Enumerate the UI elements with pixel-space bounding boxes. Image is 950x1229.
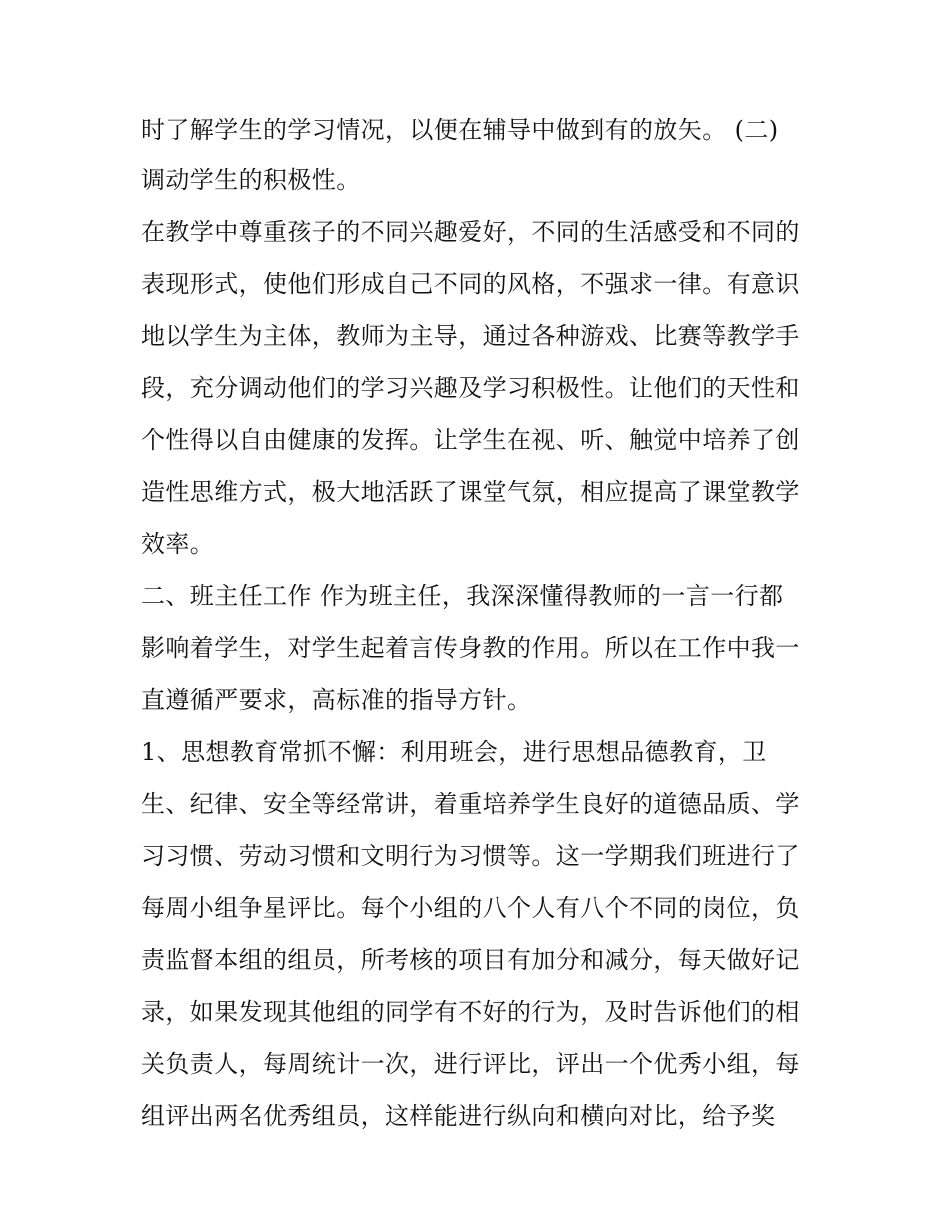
text-line: 影响着学生，对学生起着言传身教的作用。所以在工作中我一 (141, 634, 800, 662)
text-line: 录，如果发现其他组的同学有不好的行为，及时告诉他们的相 (141, 998, 800, 1026)
text-line: 个性得以自由健康的发挥。让学生在视、听、触觉中培养了创 (141, 426, 800, 454)
text-line: 责监督本组的组员，所考核的项目有加分和减分，每天做好记 (141, 946, 800, 974)
text-line: 1、思想教育常抓不懈：利用班会，进行思想品德教育，卫 (141, 738, 767, 766)
text-line: 关负责人，每周统计一次，进行评比，评出一个优秀小组，每 (141, 1050, 800, 1078)
text-line: 二、班主任工作 作为班主任，我深深懂得教师的一言一行都 (141, 582, 784, 610)
text-line: 造性思维方式，极大地活跃了课堂气氛，相应提高了课堂教学 (141, 478, 800, 506)
body-text (141, 110, 821, 1148)
text-line: 表现形式，使他们形成自己不同的风格，不强求一律。有意识 (141, 270, 800, 298)
text-line: 组评出两名优秀组员，这样能进行纵向和横向对比，给予奖 (141, 1102, 776, 1130)
text-line: 在教学中尊重孩子的不同兴趣爱好，不同的生活感受和不同的 (141, 218, 800, 246)
text-line: 段，充分调动他们的学习兴趣及学习积极性。让他们的天性和 (141, 374, 800, 402)
text-line: 地以学生为主体，教师为主导，通过各种游戏、比赛等教学手 (141, 322, 800, 350)
text-line: 习习惯、劳动习惯和文明行为习惯等。这一学期我们班进行了 (141, 842, 800, 870)
text-line: 时了解学生的学习情况，以便在辅导中做到有的放矢。 (二) (141, 116, 779, 144)
text-line: 生、纪律、安全等经常讲，着重培养学生良好的道德品质、学 (141, 790, 800, 818)
text-line: 效率。 (141, 530, 215, 558)
text-line: 调动学生的积极性。 (141, 166, 361, 194)
text-line: 每周小组争星评比。每个小组的八个人有八个不同的岗位，负 (141, 894, 800, 922)
text-line: 直遵循严要求，高标准的指导方针。 (141, 686, 532, 714)
